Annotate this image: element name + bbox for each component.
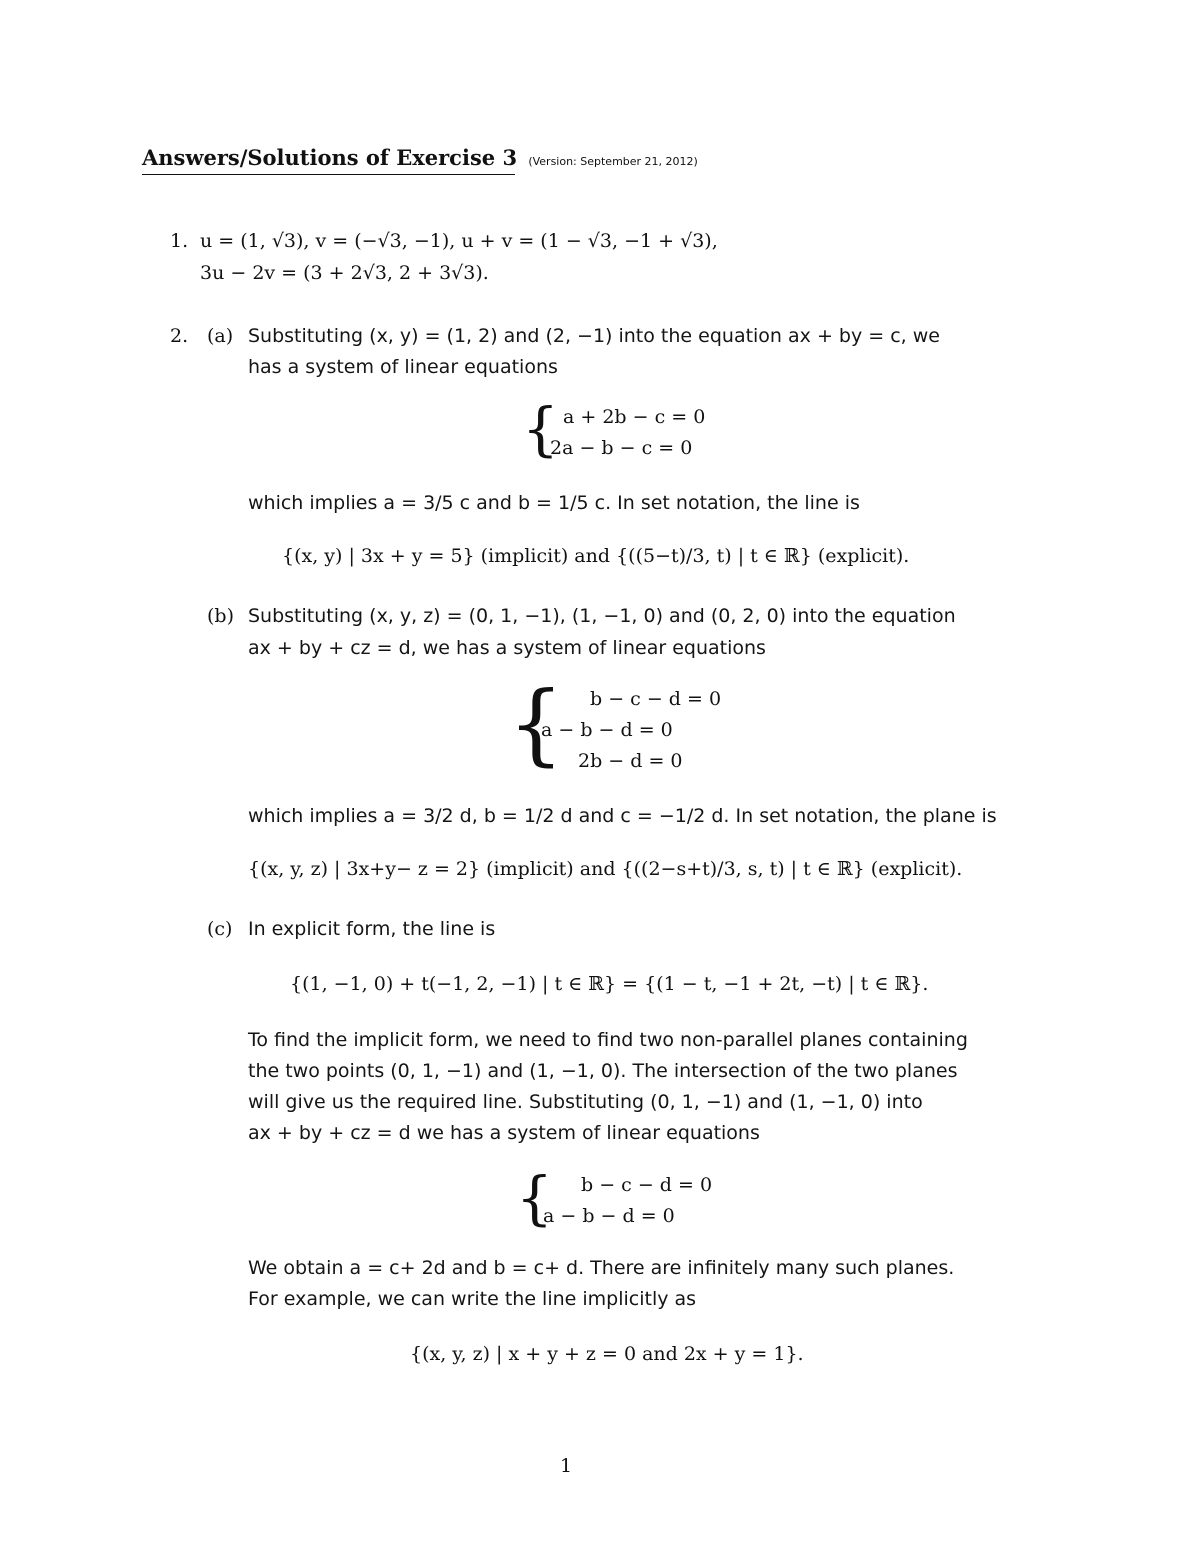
- q2b-set: {(x, y, z) | 3x+y− z = 2} (implicit) and {((2−s+t)/3, s, t) | t ∈ ℝ} (explicit).: [248, 858, 963, 880]
- header: [142, 145, 698, 171]
- q1-number: 1.: [170, 230, 189, 252]
- q2c-final-set: {(x, y, z) | x + y + z = 0 and 2x + y = 1}.: [410, 1343, 804, 1365]
- q2a-intro-line1: Substituting (x, y) = (1, 2) and (2, −1) into the equation ax + by = c, we: [248, 325, 940, 347]
- q2c-intro: In explicit form, the line is: [248, 918, 496, 940]
- version-note: (Version: September 21, 2012): [528, 155, 698, 168]
- q1-line2: 3u − 2v = (3 + 2√3, 2 + 3√3).: [200, 262, 489, 284]
- q2b-system-eq2: a − b − d = 0: [541, 719, 673, 741]
- q2c-para-line4: ax + by + cz = d we has a system of linear equations: [248, 1122, 760, 1144]
- q2c-system-eq2: a − b − d = 0: [543, 1205, 675, 1227]
- q2c-para-line1: To find the implicit form, we need to find two non-parallel planes containing: [248, 1029, 968, 1051]
- q2a-system-brace: {: [522, 395, 559, 463]
- q2c-para-line3: will give us the required line. Substituting (0, 1, −1) and (1, −1, 0) into: [248, 1091, 923, 1113]
- q1-line1: u = (1, √3), v = (−√3, −1), u + v = (1 − √3, −1 + √3),: [200, 230, 718, 252]
- q2c-para-line2: the two points (0, 1, −1) and (1, −1, 0). The intersection of the two planes: [248, 1060, 958, 1082]
- q2a-system-eq2: 2a − b − c = 0: [550, 437, 693, 459]
- q2c-obtain-line2: For example, we can write the line implicitly as: [248, 1288, 697, 1310]
- q2b-intro-line1: Substituting (x, y, z) = (0, 1, −1), (1, −1, 0) and (0, 2, 0) into the equation: [248, 605, 956, 627]
- q2c-system-brace: {: [516, 1164, 553, 1232]
- q2a-intro-line2: has a system of linear equations: [248, 356, 558, 378]
- q2c-label: (c): [207, 918, 233, 940]
- page-number: 1: [560, 1455, 573, 1477]
- page-title: Answers/Solutions of Exercise 3: [142, 145, 518, 170]
- q2c-system-eq1: b − c − d = 0: [581, 1174, 713, 1196]
- q2a-system-eq1: a + 2b − c = 0: [563, 406, 706, 428]
- q2c-set: {(1, −1, 0) + t(−1, 2, −1) | t ∈ ℝ} = {(1 − t, −1 + 2t, −t) | t ∈ ℝ}.: [290, 973, 929, 995]
- q2b-system-brace: {: [508, 672, 564, 775]
- q2b-intro-line2: ax + by + cz = d, we has a system of linear equations: [248, 637, 766, 659]
- q2b-label: (b): [207, 605, 234, 627]
- title-underline: [142, 174, 515, 175]
- q2b-system-eq1: b − c − d = 0: [590, 688, 722, 710]
- q2b-system-eq3: 2b − d = 0: [578, 750, 683, 772]
- q2b-implies: which implies a = 3/2 d, b = 1/2 d and c = −1/2 d. In set notation, the plane is: [248, 805, 997, 827]
- q2-number: 2.: [170, 325, 189, 347]
- q2c-obtain-line1: We obtain a = c+ 2d and b = c+ d. There are infinitely many such planes.: [248, 1257, 955, 1279]
- q2a-label: (a): [207, 325, 234, 347]
- q2a-implies: which implies a = 3/5 c and b = 1/5 c. In set notation, the line is: [248, 492, 860, 514]
- q2a-set: {(x, y) | 3x + y = 5} (implicit) and {((5−t)/3, t) | t ∈ ℝ} (explicit).: [282, 545, 910, 567]
